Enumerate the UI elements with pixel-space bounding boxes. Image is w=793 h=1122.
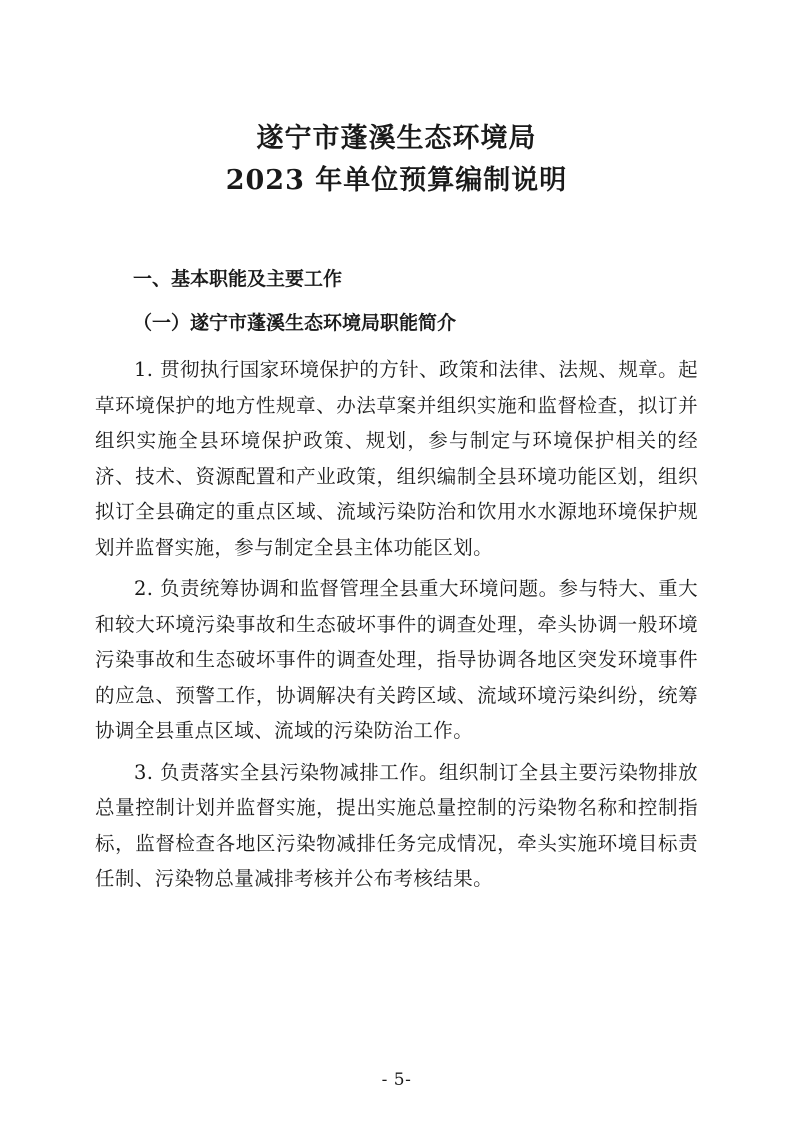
page-title — [95, 118, 698, 202]
subheading-spacer — [95, 338, 698, 352]
title-line-1: 遂宁市蓬溪生态环境局 — [256, 123, 537, 154]
body-paragraph-1: 1. 贯彻执行国家环境保护的方针、政策和法律、法规、规章。起草环境保护的地方性规章、办法草案并组织实施和监督检查，拟订并组织实施全县环境保护政策、规划，参与制定与环境保护相关的经济、技术、资源配置和产业政策，组织编制全县环境功能区划，组织拟订全县确定的重点区域、流域污染防治和饮用水水源地环境保护规划并监督实施，参与制定全县主体功能区划。 — [95, 358, 698, 559]
heading-spacer — [95, 294, 698, 308]
body-paragraph-3: 3. 负责落实全县污染物减排工作。组织制订全县主要污染物排放总量控制计划并监督实施，提出实施总量控制的污染物名称和控制指标，监督检查各地区污染物减排任务完成情况，牵头实施环境目标责任制、污染物总量减排考核并公布考核结果。 — [95, 760, 698, 891]
page-number: - 5- — [381, 1070, 412, 1090]
title-line-2: 2023 年单位预算编制说明 — [225, 164, 568, 196]
title-spacer — [95, 202, 698, 264]
section-heading: 一、基本职能及主要工作 — [133, 267, 343, 290]
sub-heading: （一）遂宁市蓬溪生态环境局职能简介 — [133, 312, 457, 335]
body-paragraph-2: 2. 负责统筹协调和监督管理全县重大环境问题。参与特大、重大和较大环境污染事故和生态破坏事件的调查处理，牵头协调一般环境污染事故和生态破坏事件的调查处理，指导协调各地区突发环境事件的应急、预警工作，协调解决有关跨区域、流域环境污染纠纷，统筹协调全县重点区域、流域的污染防治工作。 — [95, 577, 698, 743]
